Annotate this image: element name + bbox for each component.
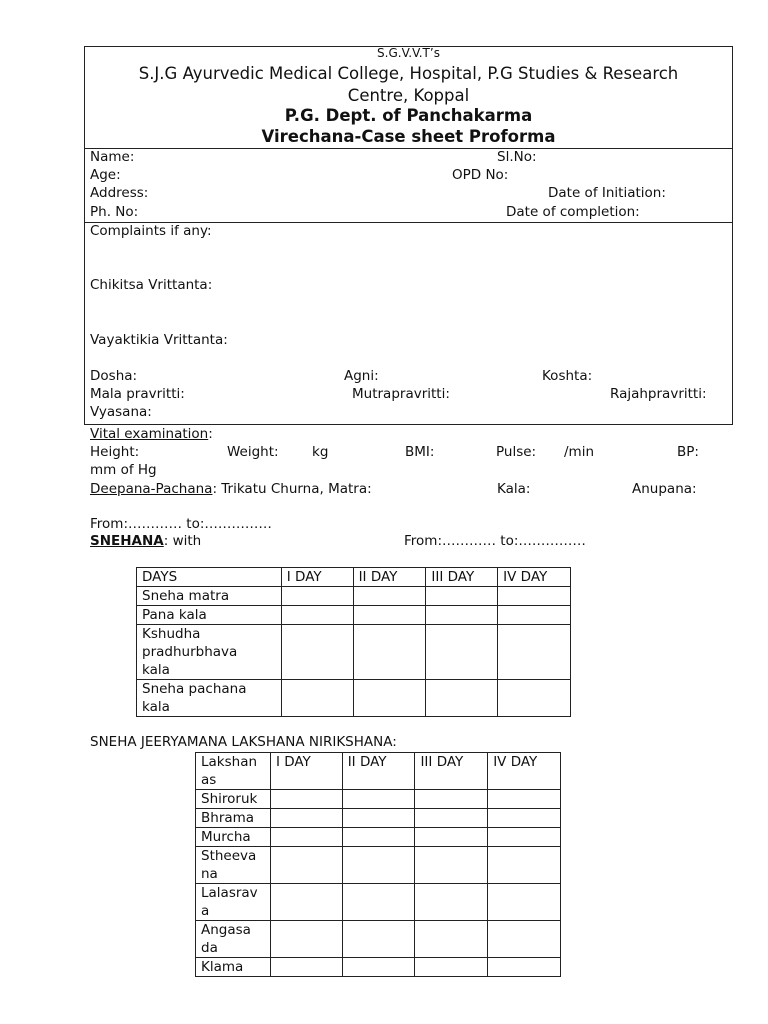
bp-unit: mm of Hg [90, 462, 157, 478]
header-cell: Lakshan as [196, 753, 271, 790]
entry-cell[interactable] [488, 921, 561, 958]
entry-cell[interactable] [342, 790, 415, 809]
entry-cell[interactable] [342, 921, 415, 958]
entry-cell[interactable] [426, 587, 498, 606]
entry-cell[interactable] [270, 958, 342, 977]
entry-cell[interactable] [342, 847, 415, 884]
entry-cell[interactable] [353, 680, 426, 717]
kg-unit: kg [312, 444, 329, 460]
entry-cell[interactable] [270, 921, 342, 958]
header-cell: III DAY [415, 753, 488, 790]
entry-cell[interactable] [281, 625, 353, 680]
header-cell: III DAY [426, 568, 498, 587]
entry-cell[interactable] [415, 884, 488, 921]
entry-cell[interactable] [342, 884, 415, 921]
vital-heading-line [90, 425, 213, 443]
entry-cell[interactable] [281, 587, 353, 606]
college-name-line2: Centre, Koppal [347, 86, 470, 105]
row-label: Shiroruk [196, 790, 271, 809]
entry-cell[interactable] [270, 847, 342, 884]
snehana-from-to: From:………… to:…………… [404, 533, 586, 549]
date-initiation-label: Date of Initiation: [548, 185, 666, 201]
entry-cell[interactable] [353, 625, 426, 680]
opd-no-label: OPD No: [452, 167, 509, 183]
entry-cell[interactable] [415, 809, 488, 828]
deepana-kala-label: Kala: [497, 481, 531, 497]
entry-cell[interactable] [488, 884, 561, 921]
entry-cell[interactable] [498, 625, 571, 680]
table-row [196, 809, 561, 828]
snehana-heading: SNEHANA [90, 533, 164, 549]
row-label: Murcha [196, 828, 271, 847]
dosha-label: Dosha: [90, 368, 138, 384]
entry-cell[interactable] [415, 790, 488, 809]
table-row [196, 884, 561, 921]
vital-heading-colon: : [208, 426, 213, 442]
entry-cell[interactable] [415, 828, 488, 847]
weight-label: Weight: [227, 444, 279, 460]
trust-name: S.G.V.V.T’s [377, 46, 440, 60]
entry-cell[interactable] [426, 606, 498, 625]
header-cell: I DAY [270, 753, 342, 790]
mala-label: Mala pravritti: [90, 386, 185, 402]
snehana-with: : with [163, 533, 202, 549]
row-label: Klama [196, 958, 271, 977]
name-label: Name: [90, 149, 135, 165]
entry-cell[interactable] [270, 884, 342, 921]
jeeryamana-table [195, 752, 561, 977]
entry-cell[interactable] [270, 809, 342, 828]
vital-heading: Vital examination [90, 426, 209, 442]
deepana-from-to: From:………… to:…………… [90, 516, 272, 532]
sneha-table [136, 567, 571, 717]
pulse-label: Pulse: [496, 444, 537, 460]
entry-cell[interactable] [488, 809, 561, 828]
table-row [137, 587, 571, 606]
row-label: Stheeva na [196, 847, 271, 884]
deepana-heading: Deepana-Pachana [90, 481, 213, 497]
header-cell: IV DAY [488, 753, 561, 790]
college-name-line1: S.J.G Ayurvedic Medical College, Hospital, P.G Studies & Research [138, 64, 679, 83]
bmi-label: BMI: [405, 444, 435, 460]
entry-cell[interactable] [353, 587, 426, 606]
entry-cell[interactable] [342, 809, 415, 828]
header-cell: II DAY [353, 568, 426, 587]
header-cell: II DAY [342, 753, 415, 790]
chikitsa-label: Chikitsa Vrittanta: [90, 277, 213, 293]
entry-cell[interactable] [415, 847, 488, 884]
bp-label: BP: [677, 444, 699, 460]
row-label: Sneha matra [137, 587, 282, 606]
agni-label: Agni: [344, 368, 379, 384]
table-row [196, 921, 561, 958]
entry-cell[interactable] [426, 680, 498, 717]
table-row [137, 606, 571, 625]
snehana-line [90, 532, 201, 550]
entry-cell[interactable] [498, 606, 571, 625]
row-label: Kshudha pradhurbhava kala [137, 625, 282, 680]
deepana-line [90, 480, 372, 498]
entry-cell[interactable] [342, 958, 415, 977]
header-cell: DAYS [137, 568, 282, 587]
entry-cell[interactable] [498, 587, 571, 606]
jeeryamana-table-header [196, 753, 561, 790]
address-label: Address: [90, 185, 149, 201]
header-cell: I DAY [281, 568, 353, 587]
entry-cell[interactable] [415, 921, 488, 958]
date-completion-label: Date of completion: [506, 204, 640, 220]
deepana-anupana-label: Anupana: [632, 481, 697, 497]
table-row [196, 790, 561, 809]
entry-cell[interactable] [488, 958, 561, 977]
deepana-text: : Trikatu Churna, Matra: [212, 481, 372, 497]
row-label: Angasa da [196, 921, 271, 958]
entry-cell[interactable] [353, 606, 426, 625]
header-cell: IV DAY [498, 568, 571, 587]
table-row [196, 847, 561, 884]
entry-cell[interactable] [415, 958, 488, 977]
row-label: Bhrama [196, 809, 271, 828]
per-min-unit: /min [564, 444, 595, 460]
koshta-label: Koshta: [542, 368, 593, 384]
sl-no-label: Sl.No: [497, 149, 537, 165]
entry-cell[interactable] [426, 625, 498, 680]
entry-cell[interactable] [281, 606, 353, 625]
vyasana-label: Vyasana: [90, 404, 152, 420]
entry-cell[interactable] [488, 828, 561, 847]
entry-cell[interactable] [488, 847, 561, 884]
jeeryamana-heading: SNEHA JEERYAMANA LAKSHANA NIRIKSHANA: [90, 734, 397, 750]
table-row [196, 828, 561, 847]
department-name: P.G. Dept. of Panchakarma [284, 106, 533, 125]
sneha-table-header [137, 568, 571, 587]
page-title: Virechana-Case sheet Proforma [261, 127, 556, 146]
entry-cell[interactable] [270, 790, 342, 809]
complaints-label: Complaints if any: [90, 223, 212, 239]
row-label: Pana kala [137, 606, 282, 625]
entry-cell[interactable] [488, 790, 561, 809]
entry-cell[interactable] [270, 828, 342, 847]
phone-label: Ph. No: [90, 204, 139, 220]
entry-cell[interactable] [498, 680, 571, 717]
table-row [137, 625, 571, 680]
table-row [137, 680, 571, 717]
table-row [196, 958, 561, 977]
entry-cell[interactable] [281, 680, 353, 717]
age-label: Age: [90, 167, 121, 183]
entry-cell[interactable] [342, 828, 415, 847]
height-label: Height: [90, 444, 140, 460]
row-label: Lalasrav a [196, 884, 271, 921]
row-label: Sneha pachana kala [137, 680, 282, 717]
rajah-label: Rajahpravritti: [610, 386, 707, 402]
mutra-label: Mutrapravritti: [352, 386, 450, 402]
vayaktikia-label: Vayaktikia Vrittanta: [90, 332, 228, 348]
